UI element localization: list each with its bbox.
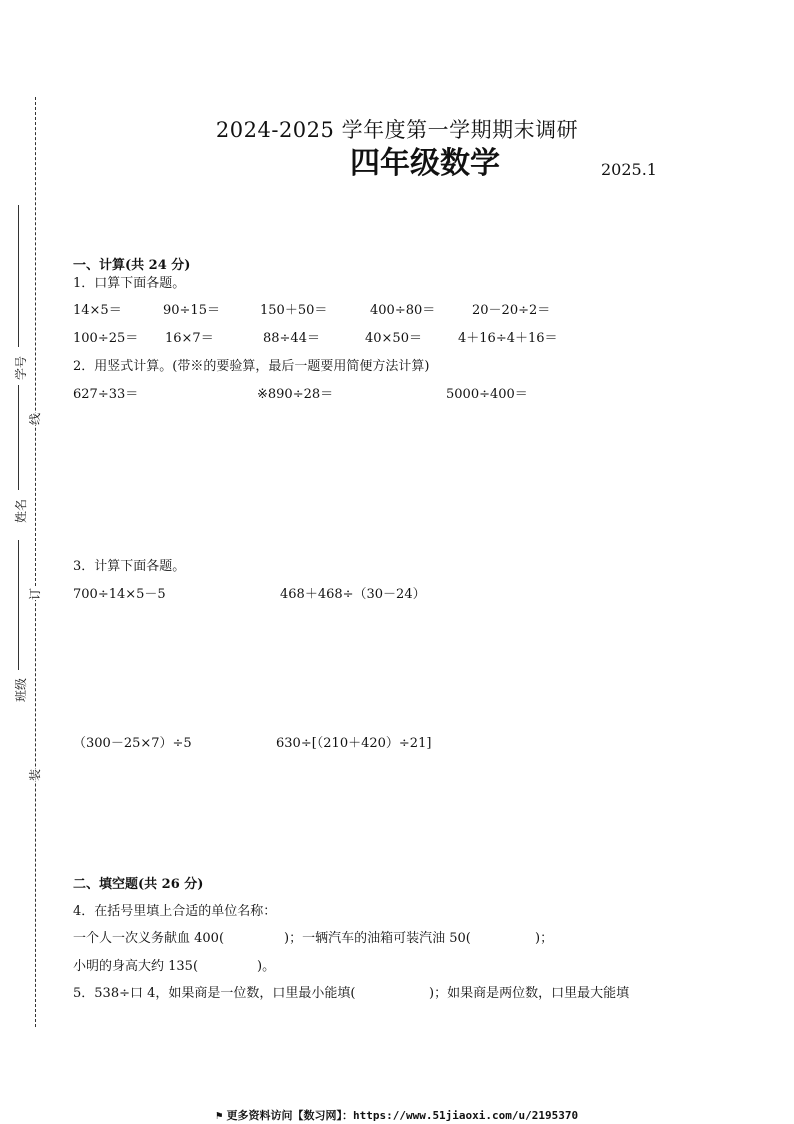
q5-part2: )；如果商是两位数，口里最大能填 [429, 986, 630, 1001]
q2-item2: ※890÷28＝ [257, 387, 334, 402]
flag-icon: ⚑ [215, 1109, 223, 1122]
q1-row2-item4: 40×50＝ [365, 331, 422, 346]
q4-line1-part1: 一个人一次义务献血 400( [73, 931, 225, 946]
class-rule [18, 540, 19, 670]
q1-row2-item1: 100÷25＝ [73, 331, 139, 346]
q2-item1: 627÷33＝ [73, 387, 139, 402]
q1-row2-item2: 16×7＝ [165, 331, 214, 346]
q3-item2: 468＋468÷（30－24） [280, 587, 426, 602]
q4-line1-part3: )； [535, 931, 554, 946]
student-no-label: 学号 [14, 355, 29, 381]
q2-label: 2．用竖式计算。(带※的要验算，最后一题要用简便方法计算) [73, 359, 430, 374]
q2-item3: 5000÷400＝ [446, 387, 528, 402]
binding-dashed-line [35, 97, 36, 1027]
bind-char-staple: 订 [28, 587, 43, 601]
exam-subject: 四年级数学 [350, 146, 500, 181]
q4-line2-part2: )。 [257, 959, 276, 974]
q1-row2-item3: 88÷44＝ [263, 331, 320, 346]
class-label: 班级 [14, 677, 29, 703]
exam-date: 2025.1 [601, 160, 657, 179]
student-no-rule [18, 205, 19, 347]
q3-item4: 630÷[（210＋420）÷21] [276, 736, 432, 751]
bind-char-bind: 装 [28, 768, 43, 782]
q3-item1: 700÷14×5－5 [73, 587, 166, 602]
name-rule [18, 385, 19, 490]
q1-row1-item3: 150＋50＝ [260, 303, 328, 318]
q1-row1-item2: 90÷15＝ [163, 303, 220, 318]
q4-line1-part2: )；一辆汽车的油箱可装汽油 50( [284, 931, 471, 946]
section1-heading: 一、计算(共 24 分) [73, 258, 191, 273]
bind-char-line: 线 [28, 412, 43, 426]
q3-label: 3．计算下面各题。 [73, 559, 186, 574]
q3-item3: （300－25×7）÷5 [73, 736, 192, 751]
q4-line2-part1: 小明的身高大约 135( [73, 959, 199, 974]
footer-link[interactable] [0, 1109, 794, 1123]
q1-row1-item5: 20－20÷2＝ [472, 303, 551, 318]
name-label: 姓名 [14, 498, 29, 524]
q1-label: 1．口算下面各题。 [73, 276, 186, 291]
section2-heading: 二、填空题(共 26 分) [73, 877, 204, 892]
q1-row2-item5: 4＋16÷4＋16＝ [458, 331, 558, 346]
exam-title: 2024-2025 学年度第一学期期末调研 [215, 118, 579, 142]
q1-row1-item4: 400÷80＝ [370, 303, 436, 318]
q5-part1: 5．538÷口 4，如果商是一位数，口里最小能填( [73, 986, 356, 1001]
q1-row1-item1: 14×5＝ [73, 303, 122, 318]
footer-text: 更多资料访问【数习网】：https://www.51jiaoxi.com/u/2195370 [226, 1109, 579, 1122]
q4-label: 4．在括号里填上合适的单位名称： [73, 904, 277, 919]
